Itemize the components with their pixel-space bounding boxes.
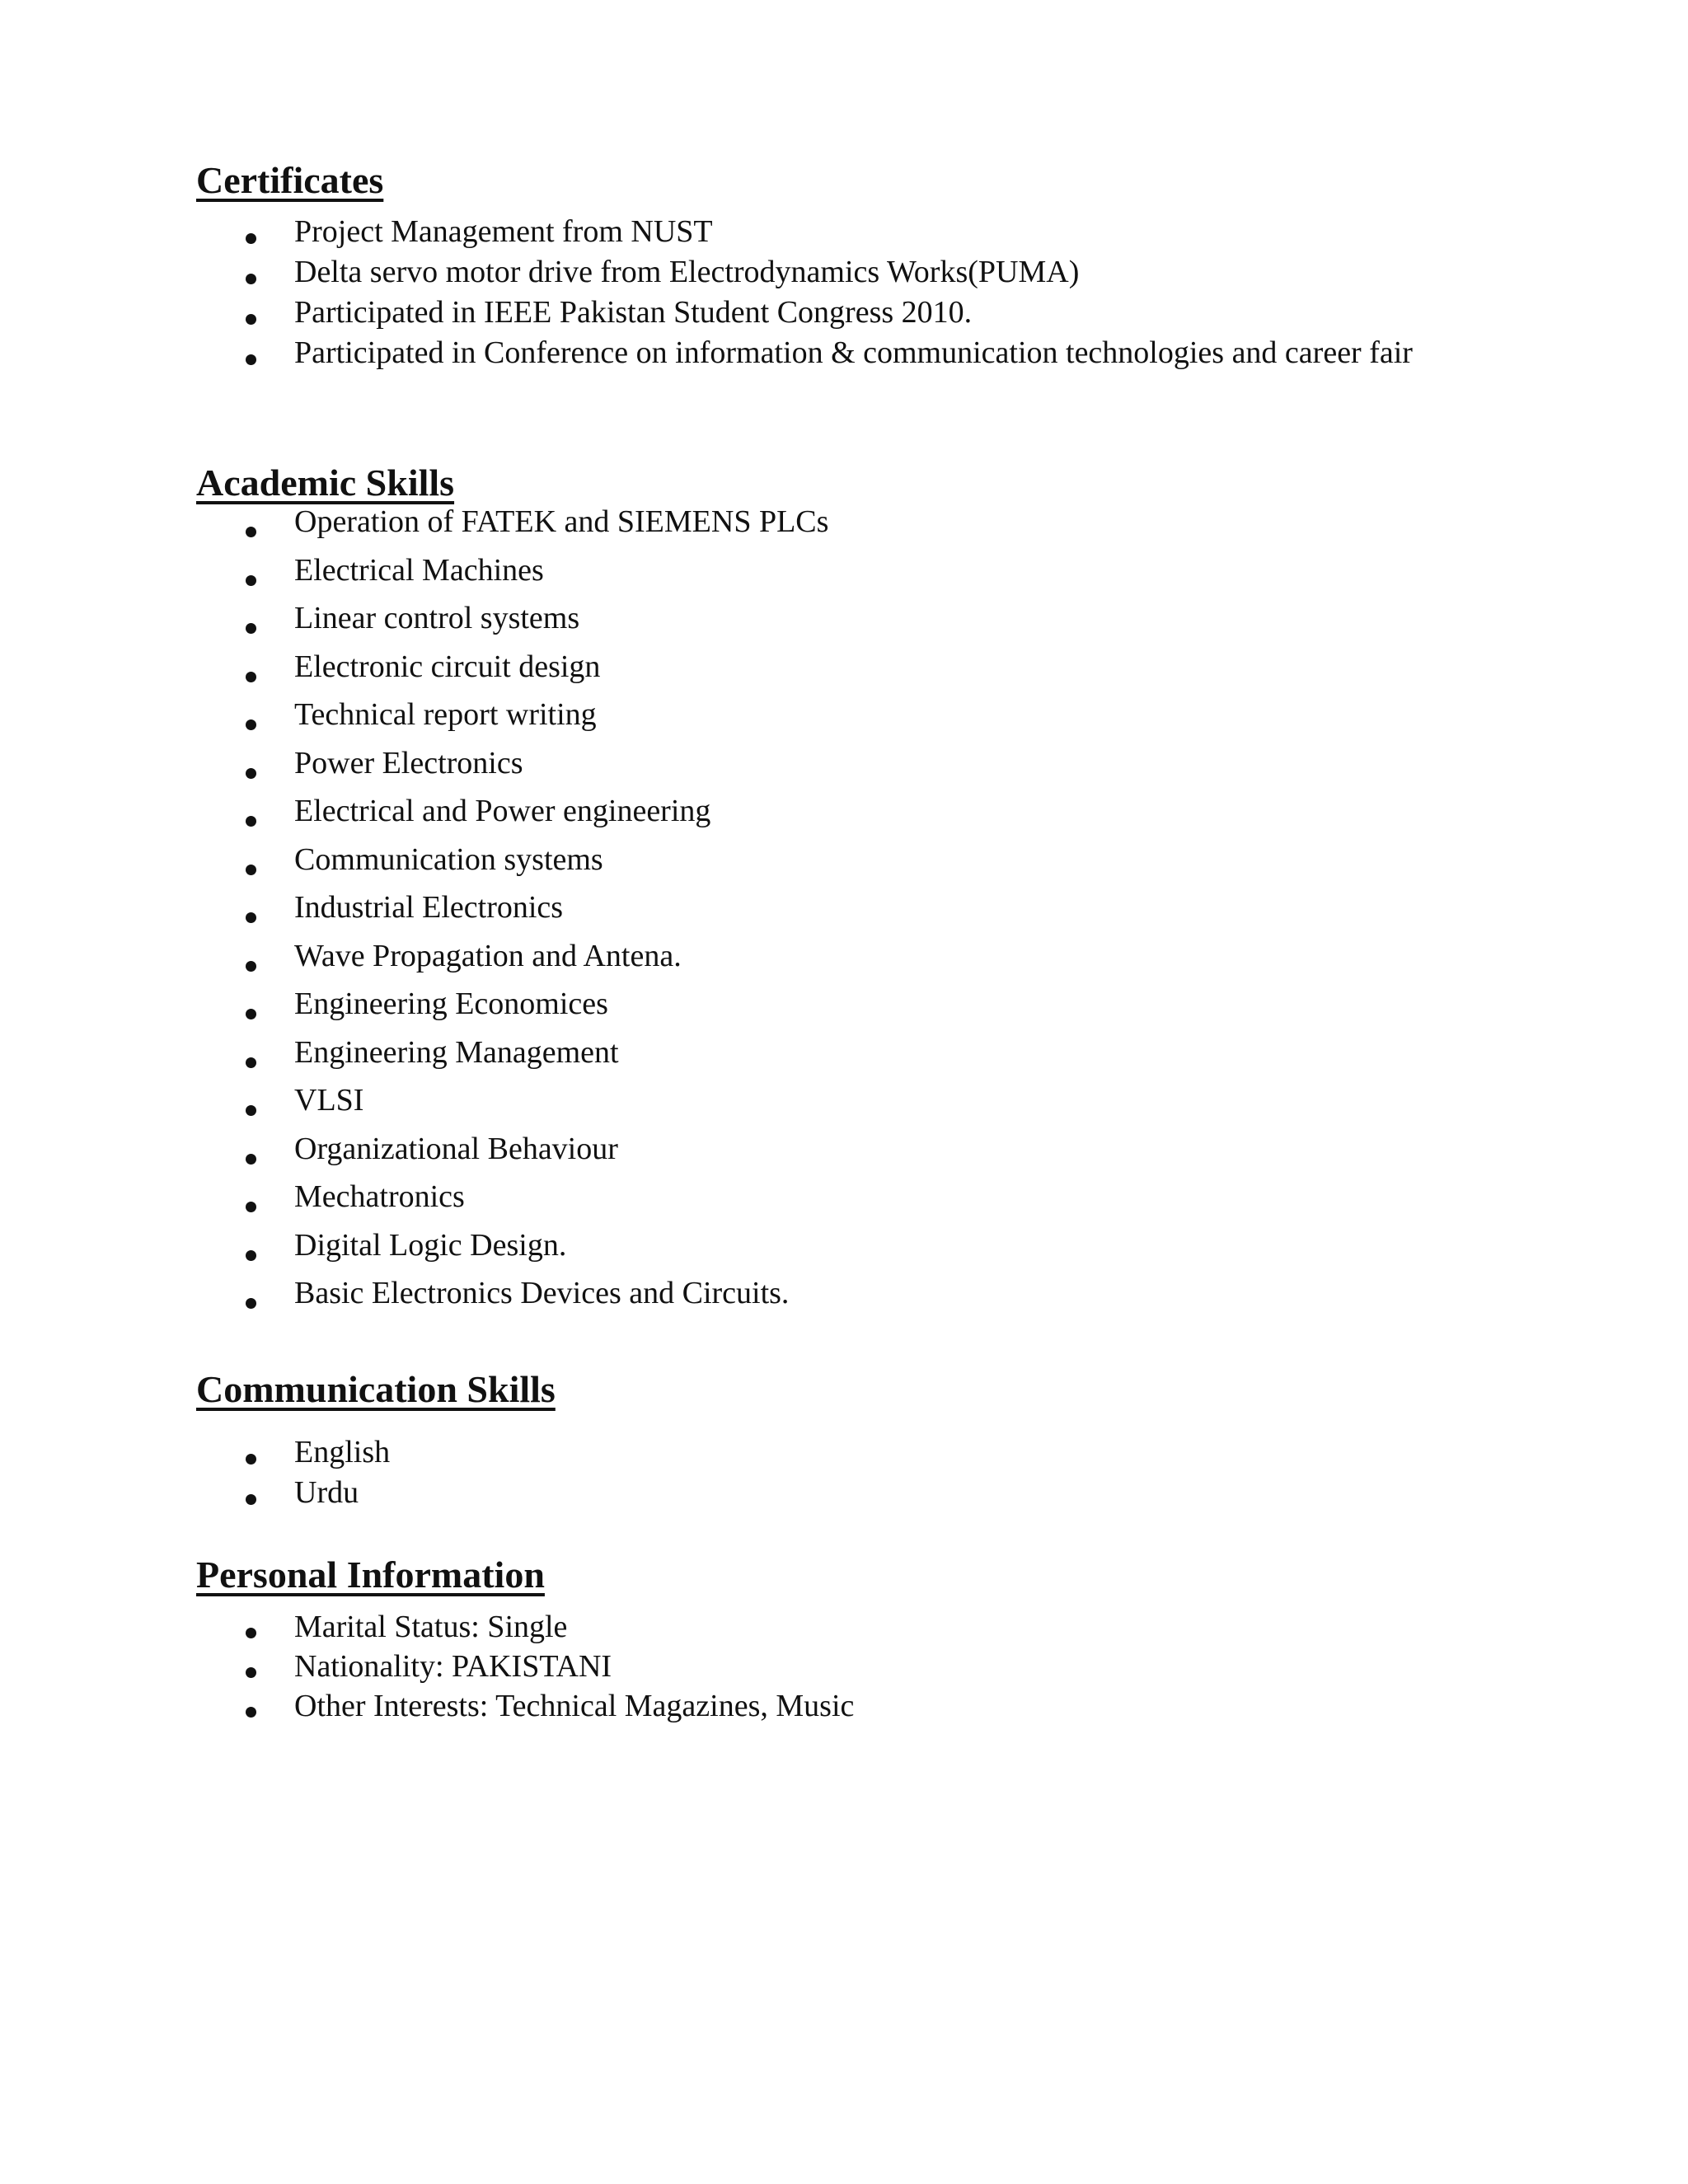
list-item-text: Engineering Economices <box>294 987 608 1021</box>
list-item <box>0 297 1413 337</box>
communication-skills-heading: Communication Skills <box>196 1368 556 1410</box>
bullet-icon <box>246 1454 256 1465</box>
list-item <box>0 1181 828 1230</box>
list-item-text: Mechatronics <box>294 1179 465 1214</box>
list-item <box>0 1651 854 1690</box>
list-item-text: Industrial Electronics <box>294 890 564 925</box>
list-item-text: Other Interests: Technical Magazines, Music <box>294 1689 855 1723</box>
bullet-icon <box>246 1105 256 1116</box>
list-item <box>0 841 828 893</box>
list-item <box>0 1133 828 1182</box>
list-item-text: Digital Logic Design. <box>294 1227 567 1263</box>
list-item-text: Wave Propagation and Antena. <box>294 938 682 973</box>
bullet-icon <box>246 623 256 634</box>
academic-skills-list <box>0 506 828 1326</box>
bullet-icon <box>246 768 256 779</box>
list-item <box>0 1227 828 1278</box>
list-item <box>0 1436 390 1477</box>
bullet-icon <box>246 527 256 537</box>
list-item-text: Basic Electronics Devices and Circuits. <box>294 1276 790 1310</box>
list-item-text: Urdu <box>294 1475 359 1510</box>
list-item-text: VLSI <box>294 1083 364 1118</box>
list-item <box>0 1034 828 1085</box>
list-item-text: Electronic circuit design <box>294 649 601 684</box>
list-item <box>0 256 1413 297</box>
list-item-text: Power Electronics <box>294 745 523 780</box>
list-item <box>0 795 828 844</box>
bullet-icon <box>246 719 256 730</box>
bullet-icon <box>246 1202 256 1212</box>
personal-information-list <box>0 1611 854 1730</box>
bullet-icon <box>246 912 256 923</box>
list-item <box>0 1611 854 1651</box>
list-item <box>0 745 828 796</box>
bullet-icon <box>246 1298 256 1309</box>
list-item-text: Participated in IEEE Pakistan Student Congress 2010. <box>294 295 973 330</box>
certificates-list <box>0 216 1413 377</box>
bullet-icon <box>246 1494 256 1505</box>
list-item <box>0 1477 390 1517</box>
bullet-icon <box>246 961 256 972</box>
list-item-text: Electrical Machines <box>294 552 544 588</box>
list-item-text: Project Management from NUST <box>294 214 713 249</box>
bullet-icon <box>246 1009 256 1019</box>
list-item <box>0 988 828 1037</box>
list-item <box>0 1085 828 1133</box>
list-item-text: Marital Status: Single <box>294 1610 568 1644</box>
bullet-icon <box>246 1250 256 1261</box>
bullet-icon <box>246 1667 256 1678</box>
list-item-text: Nationality: PAKISTANI <box>294 1649 612 1684</box>
list-item <box>0 892 828 940</box>
list-item <box>0 552 828 603</box>
bullet-icon <box>246 672 256 682</box>
list-item-text: Operation of FATEK and SIEMENS PLCs <box>294 504 829 539</box>
bullet-icon <box>246 575 256 586</box>
bullet-icon <box>246 274 256 284</box>
list-item <box>0 602 828 651</box>
list-item-text: Electrical and Power engineering <box>294 794 711 828</box>
personal-information-heading: Personal Information <box>196 1554 545 1596</box>
list-item-text: Technical report writing <box>294 697 597 732</box>
list-item <box>0 1690 854 1730</box>
list-item-text: Linear control systems <box>294 601 580 635</box>
bullet-icon <box>246 314 256 325</box>
list-item <box>0 337 1413 377</box>
list-item-text: Communication systems <box>294 841 603 877</box>
bullet-icon <box>246 1154 256 1165</box>
list-item-text: Delta servo motor drive from Electrodynamics Works(PUMA) <box>294 255 1080 289</box>
bullet-icon <box>246 865 256 875</box>
list-item-text: English <box>294 1435 391 1469</box>
list-item <box>0 1277 828 1326</box>
bullet-icon <box>246 816 256 827</box>
academic-skills-heading: Academic Skills <box>196 462 455 504</box>
list-item <box>0 216 1413 256</box>
communication-skills-list <box>0 1436 390 1517</box>
certificates-heading: Certificates <box>196 159 384 201</box>
list-item-text: Engineering Management <box>294 1034 619 1070</box>
list-item <box>0 506 828 555</box>
list-item-text: Organizational Behaviour <box>294 1131 618 1166</box>
list-item-text: Participated in Conference on information & communication technologies and career fair <box>294 335 1413 370</box>
list-item <box>0 699 828 748</box>
bullet-icon <box>246 1628 256 1638</box>
bullet-icon <box>246 354 256 365</box>
list-item <box>0 651 828 700</box>
bullet-icon <box>246 1057 256 1068</box>
bullet-icon <box>246 1707 256 1718</box>
list-item <box>0 940 828 989</box>
bullet-icon <box>246 233 256 244</box>
